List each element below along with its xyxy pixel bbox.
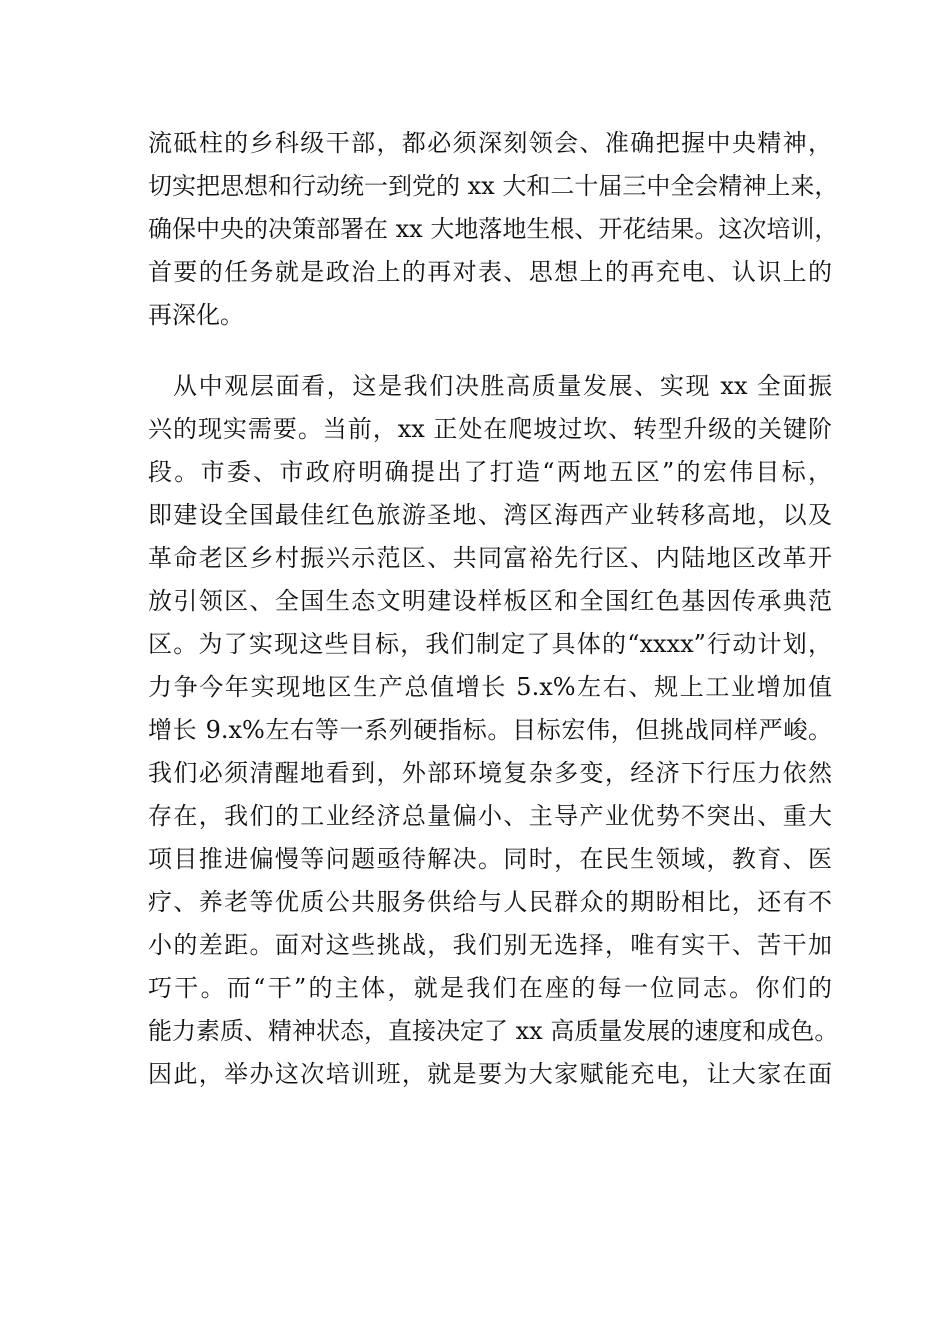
text-line: 增长 9.x%左右等一系列硬指标。目标宏伟，但挑战同样严峻。	[148, 716, 832, 744]
text-line: 切实把思想和行动统一到党的 xx 大和二十届三中全会精神上来，	[148, 172, 839, 200]
text-line: 革命老区乡村振兴示范区、共同富裕先行区、内陆地区改革开	[148, 544, 832, 572]
text-line: 即建设全国最佳红色旅游圣地、湾区海西产业转移高地，以及	[148, 501, 832, 529]
paragraph-1	[148, 122, 839, 337]
text-line: 流砥柱的乡科级干部，都必须深刻领会、准确把握中央精神，	[148, 129, 832, 157]
text-line: 兴的现实需要。当前，xx 正处在爬坡过坎、转型升级的关键阶	[148, 415, 832, 443]
text-line: 项目推进偏慢等问题亟待解决。同时，在民生领域，教育、医	[148, 845, 832, 873]
text-line: 确保中央的决策部署在 xx 大地落地生根、开花结果。这次培训，	[148, 215, 839, 243]
document-page	[148, 122, 839, 1096]
text-line: 疗、养老等优质公共服务供给与人民群众的期盼相比，还有不	[148, 888, 832, 916]
text-line: 放引领区、全国生态文明建设样板区和全国红色基因传承典范	[148, 587, 832, 615]
text-line: 力争今年实现地区生产总值增长 5.x%左右、规上工业增加值	[148, 673, 832, 701]
text-line: 因此，举办这次培训班，就是要为大家赋能充电，让大家在面	[148, 1060, 832, 1088]
text-line: 段。市委、市政府明确提出了打造“两地五区”的宏伟目标，	[148, 458, 832, 486]
text-line: 小的差距。面对这些挑战，我们别无选择，唯有实干、苦干加	[148, 931, 832, 959]
text-line: 巧干。而“干”的主体，就是我们在座的每一位同志。你们的	[148, 974, 832, 1002]
text-line: 首要的任务就是政治上的再对表、思想上的再充电、认识上的	[148, 258, 832, 286]
text-line: 我们必须清醒地看到，外部环境复杂多变，经济下行压力依然	[148, 759, 832, 787]
text-line: 区。为了实现这些目标，我们制定了具体的“xxxx”行动计划，	[148, 630, 832, 658]
paragraph-2	[148, 365, 839, 1096]
text-line: 从中观层面看，这是我们决胜高质量发展、实现 xx 全面振	[173, 372, 832, 400]
text-line: 能力素质、精神状态，直接决定了 xx 高质量发展的速度和成色。	[148, 1017, 839, 1045]
text-line: 再深化。	[148, 301, 244, 329]
text-line: 存在，我们的工业经济总量偏小、主导产业优势不突出、重大	[148, 802, 832, 830]
